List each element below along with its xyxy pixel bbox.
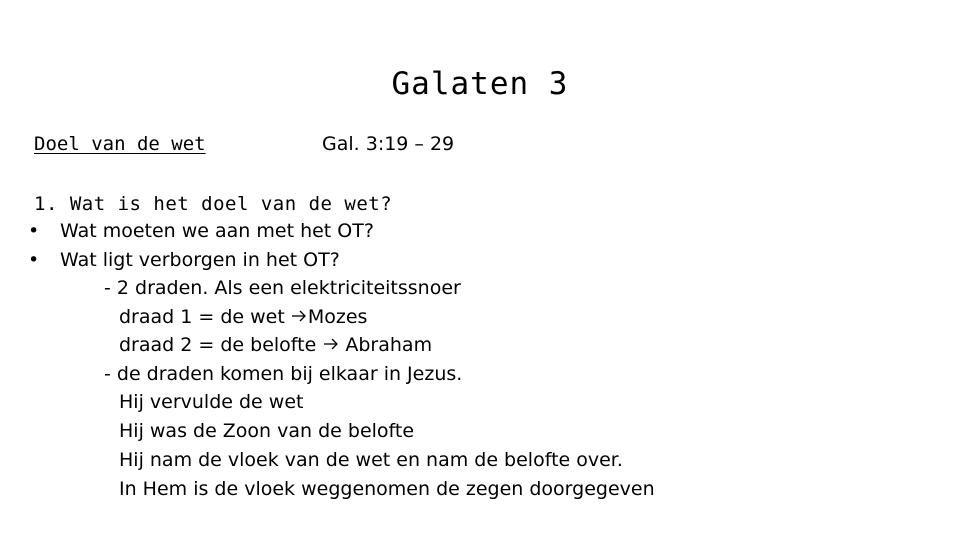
scripture-reference: Gal. 3:19 – 29	[322, 133, 455, 155]
text-line: Hij nam de vloek van de wet en nam de belofte over.	[119, 449, 623, 471]
bullet-text: Wat moeten we aan met het OT?	[60, 220, 374, 242]
text-segment: Abraham	[339, 334, 433, 356]
arrow-right-icon	[322, 333, 339, 357]
text-line: - 2 draden. Als een elektriciteitssnoer	[104, 277, 461, 299]
text-line	[119, 333, 432, 357]
text-segment: draad 1 = de wet	[119, 306, 291, 328]
bullet-icon: •	[28, 249, 40, 271]
text-line: - de draden komen bij elkaar in Jezus.	[104, 363, 463, 385]
arrow-right-icon	[291, 305, 308, 329]
text-segment: Mozes	[307, 306, 368, 328]
text-line: In Hem is de vloek weggenomen de zegen doorgegeven	[119, 478, 655, 500]
text-line: Hij was de Zoon van de belofte	[119, 420, 415, 442]
text-line: Hij vervulde de wet	[119, 391, 304, 413]
text-line	[119, 305, 367, 329]
question-1: 1. Wat is het doel van de wet?	[34, 193, 393, 215]
bullet-item	[28, 248, 340, 272]
section-heading: Doel van de wet	[34, 133, 206, 155]
bullet-icon: •	[28, 220, 40, 242]
text-segment: draad 2 = de belofte	[119, 334, 323, 356]
bullet-text: Wat ligt verborgen in het OT?	[60, 249, 340, 271]
bullet-item	[28, 219, 374, 243]
slide-title: Galaten 3	[391, 66, 569, 102]
